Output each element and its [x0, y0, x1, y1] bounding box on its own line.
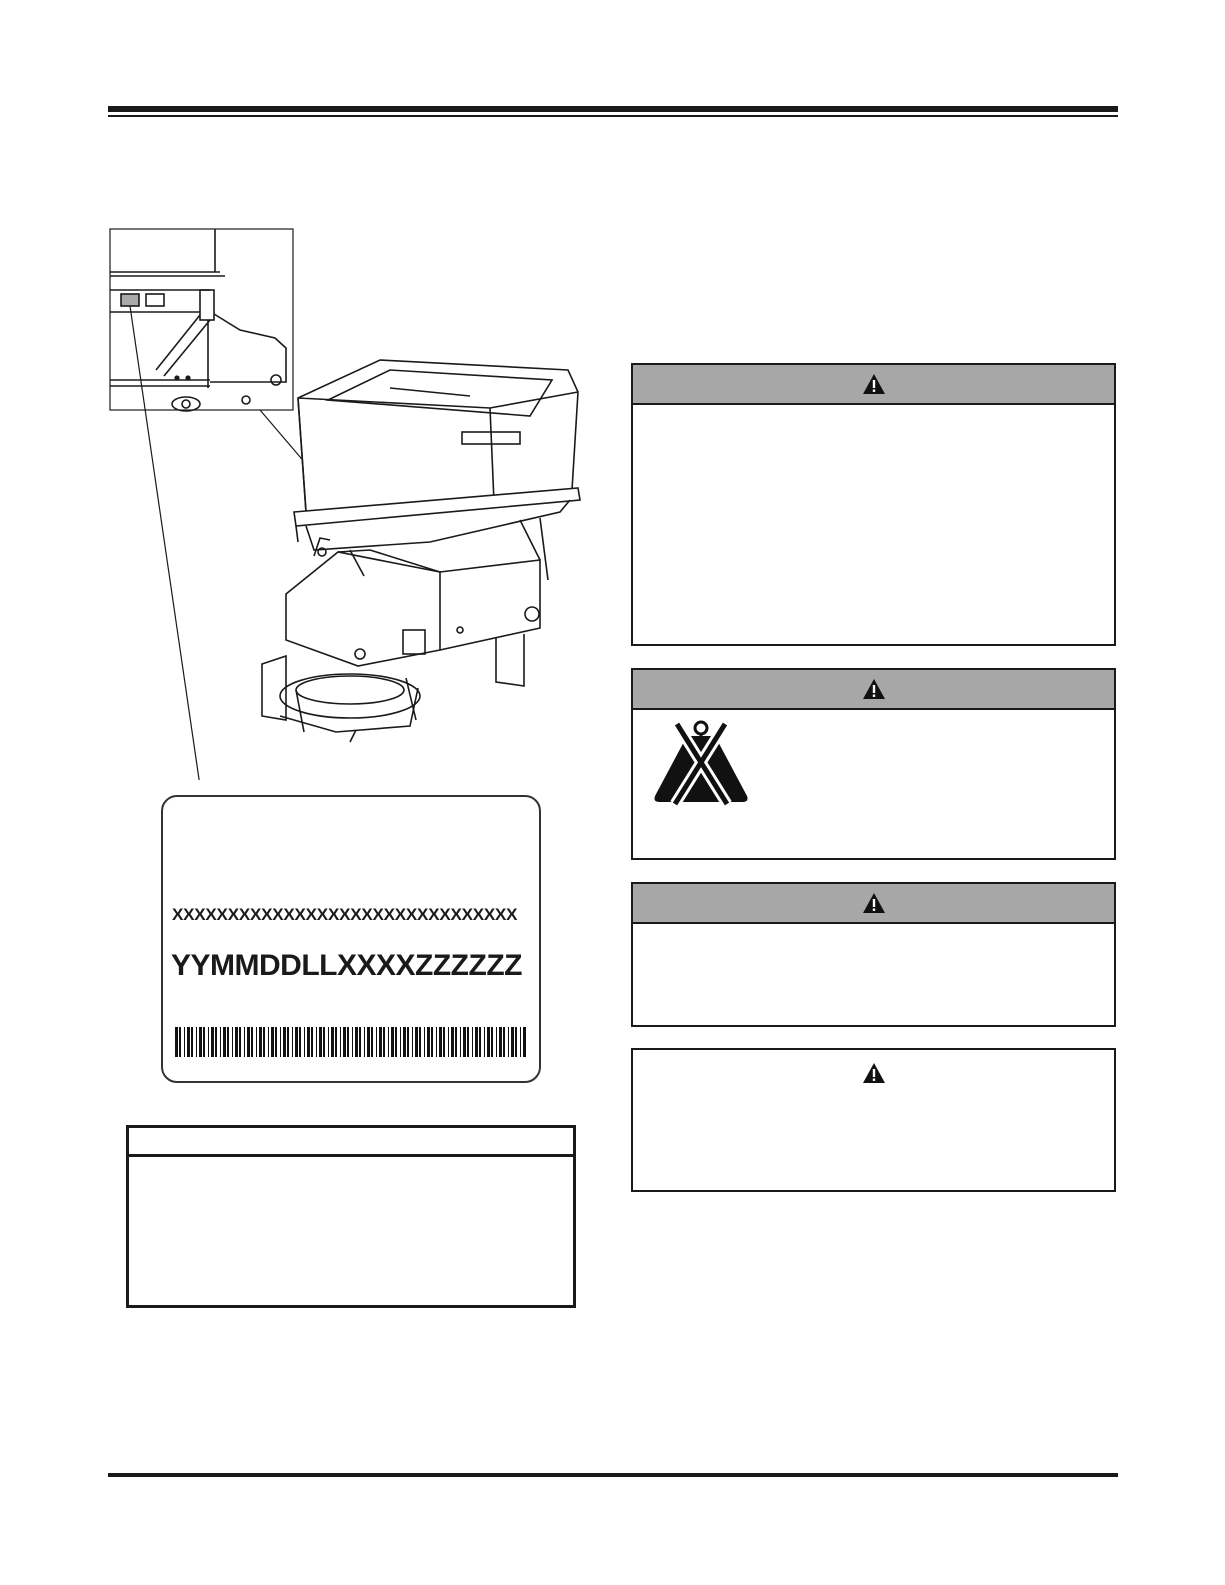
warning-panel-3: [631, 882, 1116, 1027]
caution-panel-4-header: [633, 1050, 1114, 1088]
warning-panel-2: [631, 668, 1116, 860]
spinner-assembly: [262, 656, 420, 742]
note-box-header: [129, 1128, 573, 1157]
warning-triangle-icon: [862, 892, 886, 914]
header-rule-thick: [108, 106, 1118, 112]
warning-panel-2-header: [633, 670, 1114, 710]
note-box: [126, 1125, 576, 1308]
footer-rule: [108, 1473, 1118, 1477]
warning-triangle-icon: [862, 678, 886, 700]
label-serial-line: YYMMDDLLXXXXZZZZZZ: [171, 949, 522, 982]
warning-triangle-icon: [862, 1062, 886, 1084]
caution-panel-4: [631, 1048, 1116, 1192]
warning-panel-3-header: [633, 884, 1114, 924]
warning-panel-1: [631, 363, 1116, 646]
header-rule-thin: [108, 115, 1118, 117]
warning-panel-1-header: [633, 365, 1114, 405]
detail-inset: [110, 229, 293, 411]
label-model-line: XXXXXXXXXXXXXXXXXXXXXXXXXXXXXXX: [172, 905, 518, 924]
serial-number-label: [161, 795, 541, 1083]
spreader-illustration: [100, 220, 600, 780]
barcode: [175, 1027, 530, 1057]
lifting-hazard-icon: [651, 718, 751, 806]
hopper: [294, 360, 580, 550]
warning-triangle-icon: [862, 373, 886, 395]
